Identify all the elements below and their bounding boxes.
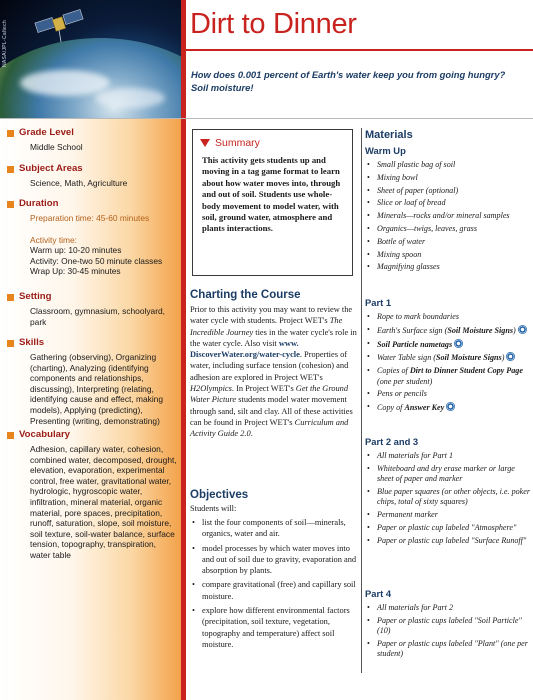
list-item: • Copy of Answer Key: [365, 402, 530, 413]
page-title: Dirt to Dinner: [190, 8, 357, 40]
list-item: • All materials for Part 2: [365, 603, 530, 613]
list-item: • Minerals—rocks and/or mineral samples: [365, 211, 530, 221]
title-underline: [186, 49, 533, 51]
setting-value: Classroom, gymnasium, schoolyard, park: [30, 306, 165, 327]
square-bullet-icon: [7, 130, 14, 137]
cd-icon[interactable]: [518, 325, 527, 334]
vocabulary-section: [7, 429, 177, 561]
square-bullet-icon: [7, 201, 14, 208]
list-item: • Paper or plastic cups labeled "Plant" (one per student): [365, 639, 530, 660]
question-line: How does 0.001 percent of Earth's water keep you from going hungry?: [191, 69, 506, 80]
image-credit: NASA/JPL-Caltech: [2, 20, 8, 68]
summary-text: This activity gets students up and moving in a tag game format to learn about how water moves into, through and out of soil. Students use whole-body movement to model water, with soil, ground water, atmosphere and plants interactions.: [202, 155, 341, 234]
list-item: • Sheet of paper (optional): [365, 186, 530, 196]
book-title: The Incredible Journey: [190, 316, 343, 337]
square-bullet-icon: [7, 294, 14, 301]
activity-time: Activity time: Warm up: 10-20 minutes Activity: One-two 50 minute classes Wrap Up: 30-45 minutes: [30, 234, 163, 277]
triangle-down-icon: [200, 139, 210, 147]
list-item: • explore how different environmental factors (precipitation, soil texture, vegetation, topography and temperature) affect soil moisture.: [190, 605, 360, 650]
list-item: • Water Table sign (Soil Moisture Signs): [365, 352, 530, 363]
list-item: • Rope to mark boundaries: [365, 312, 530, 322]
list-item: • Paper or plastic cups labeled "Soil Particle" (10): [365, 616, 530, 637]
list-item: • Whiteboard and dry erase marker or large sheet of paper and marker: [365, 464, 530, 485]
list-item: • Small plastic bag of soil: [365, 160, 530, 170]
vocabulary-value: Adhesion, capillary water, cohesion, combined water, decomposed, drought, elevation, evaporation, experimental control, free water, gravitational water, hydrologic, hygroscopic water, infiltration, mineral material, organic material, pore spaces, precipitation, runoff, saturation, slope, soil moisture, soil texture, soil-water balance, surface tension, topography, transpiration, water table: [30, 444, 177, 560]
subject-areas-section: [7, 163, 177, 189]
book-title: Curriculum and Activity Guide 2.0: [190, 417, 349, 439]
list-item: • compare gravitational (free) and capillary soil moisture.: [190, 579, 360, 602]
question-answer: Soil moisture!: [191, 82, 254, 93]
setting-label: Setting: [19, 291, 52, 302]
cd-icon[interactable]: [454, 339, 463, 348]
list-item: • Mixing bowl: [365, 173, 530, 183]
list-item: • Paper or plastic cup labeled "Atmosphere": [365, 523, 530, 533]
square-bullet-icon: [7, 432, 14, 439]
skills-value: Gathering (observing), Organizing (charting), Analyzing (identifying components and relationships, discussing), Interpreting (relating, identifying cause and effect, making models), Applying (predicting), Presenting (writing, demonstrating): [30, 352, 163, 426]
part-2-3-heading: Part 2 and 3: [365, 436, 419, 447]
list-item: • Permanent marker: [365, 510, 530, 520]
driving-question: [191, 68, 521, 94]
list-item: • Soil Particle nametags: [365, 339, 530, 350]
list-item: • Earth's Surface sign (Soil Moisture Signs): [365, 325, 530, 336]
prep-time: Preparation time: 45-60 minutes: [30, 213, 150, 223]
cloud-shape: [20, 70, 110, 96]
subject-areas-label: Subject Areas: [19, 163, 83, 174]
part-4-heading: Part 4: [365, 588, 392, 599]
cd-icon[interactable]: [506, 352, 515, 361]
cd-icon[interactable]: [446, 402, 455, 411]
list-item: • Copies of Dirt to Dinner Student Copy Page (one per student): [365, 366, 530, 387]
part-1-list: [365, 312, 530, 416]
column-divider: [361, 128, 362, 673]
objectives-heading: Objectives: [190, 489, 249, 501]
list-item: • Organics—twigs, leaves, grass: [365, 224, 530, 234]
red-divider: [181, 0, 186, 700]
sidebar: [0, 119, 181, 700]
charting-text: Prior to this activity you may want to review the water cycle with students. Project WET's The Incredible Journey ties in the water cycle's role in the water cycle. Also visit www. DiscoverWater.org/water-cycle. Properties of water, including surface tension (cohesion) and adhesion are explored in Project WET's H2Olympics. In Project WET's Get the Ground Water Picture students model water movement through sand, silt and clay. All of these activities can be found in Project WET's Curriculum and Activity Guide 2.0.: [190, 305, 357, 439]
objectives-intro: Students will:: [190, 504, 237, 513]
list-item: • Pens or pencils: [365, 389, 530, 399]
list-item: • All materials for Part 1: [365, 451, 530, 461]
list-item: • Mixing spoon: [365, 250, 530, 260]
materials-heading: Materials: [365, 129, 413, 141]
list-item: • list the four components of soil—minerals, organics, water and air.: [190, 517, 360, 540]
cloud-shape: [95, 88, 165, 108]
list-item: • Blue paper squares (or other objects, i.e. poker chips, total of sixty squares): [365, 487, 530, 508]
setting-section: [7, 291, 177, 327]
discoverwater-link[interactable]: www. DiscoverWater.org/water-cycle: [190, 338, 300, 360]
list-item: • Bottle of water: [365, 237, 530, 247]
grade-level-label: Grade Level: [19, 127, 74, 138]
grade-level-section: [7, 127, 177, 153]
list-item: • Paper or plastic cup labeled "Surface Runoff": [365, 536, 530, 546]
objectives-list: [190, 517, 360, 653]
vocabulary-label: Vocabulary: [19, 429, 71, 440]
book-title: Get the Ground Water Picture: [190, 384, 349, 405]
list-item: • Slice or loaf of bread: [365, 198, 530, 208]
list-item: • model processes by which water moves into and out of soil due to gravity, evaporation and absorption by plants.: [190, 543, 360, 577]
list-item: • Magnifying glasses: [365, 262, 530, 272]
duration-label: Duration: [19, 198, 59, 209]
skills-label: Skills: [19, 337, 45, 348]
book-title: H2Olympics: [190, 384, 232, 394]
square-bullet-icon: [7, 340, 14, 347]
skills-section: [7, 337, 177, 426]
satellite-icon: [34, 6, 84, 48]
hero-image: [0, 0, 181, 118]
charting-heading: Charting the Course: [190, 289, 301, 301]
square-bullet-icon: [7, 166, 14, 173]
warm-up-heading: Warm Up: [365, 145, 406, 156]
subject-areas-value: Science, Math, Agriculture: [30, 178, 128, 188]
grade-level-value: Middle School: [30, 142, 83, 152]
summary-box: [192, 129, 353, 276]
duration-section: [7, 198, 177, 277]
summary-heading: Summary: [200, 137, 260, 149]
part-4-list: [365, 603, 530, 662]
part-2-3-list: [365, 451, 530, 549]
part-1-heading: Part 1: [365, 297, 392, 308]
warm-up-list: [365, 160, 530, 275]
